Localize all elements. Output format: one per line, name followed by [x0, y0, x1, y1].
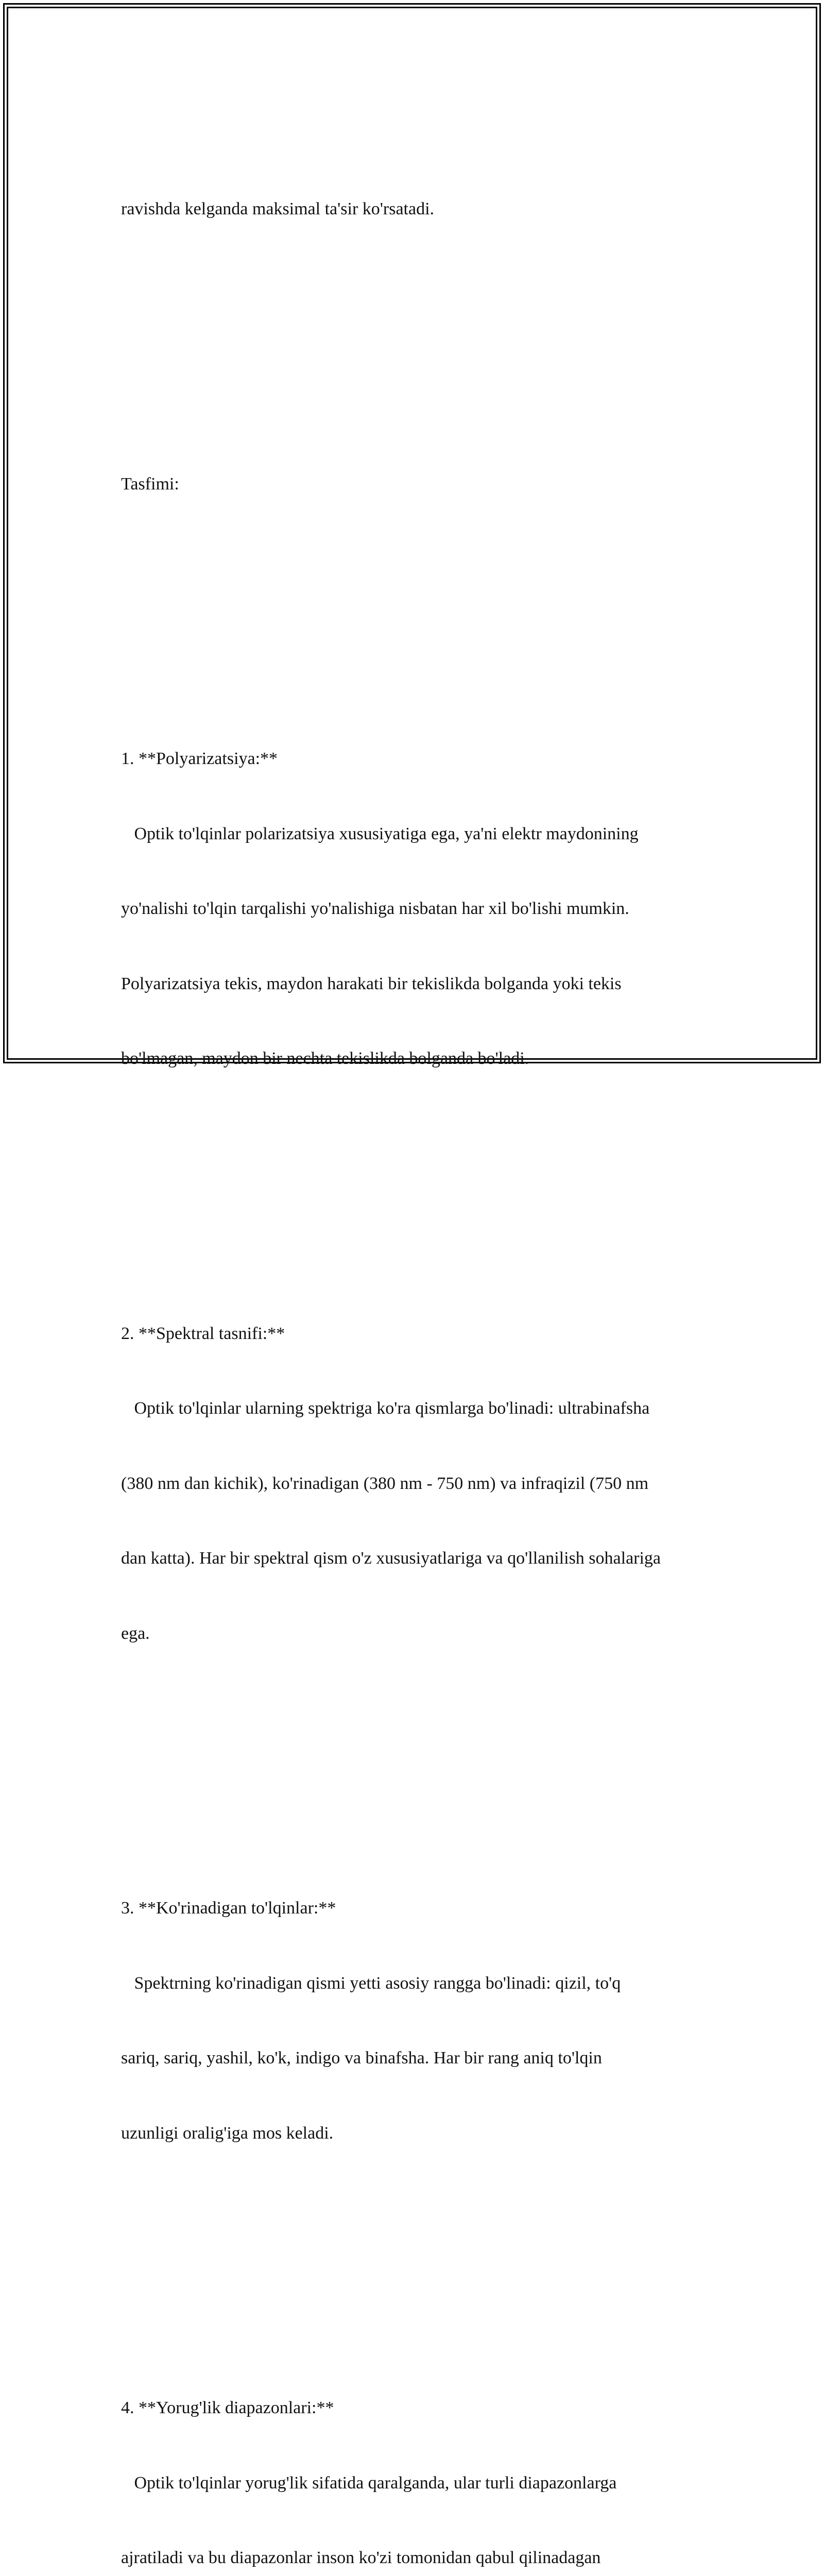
- text-line: dan katta). Har bir spektral qism o'z xususiyatlariga va qo'llanilish sohalariga: [121, 1549, 661, 1568]
- paragraph-gap: [121, 1746, 708, 1771]
- text-line: Optik to'lqinlar yorug'lik sifatida qaralganda, ular turli diapazonlarga: [121, 2473, 617, 2493]
- text-line: uzunligi oralig'iga mos keladi.: [121, 2123, 334, 2143]
- section-title: 2. **Spektral tasnifi:**: [121, 1324, 285, 1343]
- text-line: sariq, sariq, yashil, ko'k, indigo va binafsha. Har bir rang aniq to'lqin: [121, 2048, 602, 2067]
- text-line: yo'nalishi to'lqin tarqalishi yo'nalishiga nisbatan har xil bo'lishi mumkin.: [121, 899, 629, 918]
- text-line: Polyarizatsiya tekis, maydon harakati bir tekislikda bolganda yoki tekis: [121, 974, 622, 993]
- text-line: Optik to'lqinlar ularning spektriga ko'ra qismlarga bo'linadi: ultrabinafsha: [121, 1399, 650, 1418]
- section-spektral-tasnifi: [121, 1272, 708, 1697]
- paragraph-gap: [121, 597, 708, 622]
- section-polyarizatsiya: [121, 697, 708, 1122]
- section-korinadigan-tolqinlar: [121, 1846, 708, 2196]
- document-body: [121, 97, 708, 2576]
- text-line: Tasfimi:: [121, 474, 179, 494]
- text-line: Spektrning ko'rinadigan qismi yetti asosiy rangga bo'linadi: qizil, to'q: [121, 1973, 621, 1993]
- text-line: (380 nm dan kichik), ko'rinadigan (380 nm - 750 nm) va infraqizil (750 nm: [121, 1473, 649, 1493]
- paragraph-gap: [121, 1172, 708, 1197]
- text-line: ega.: [121, 1623, 150, 1643]
- paragraph-gap: [121, 2246, 708, 2271]
- paragraph-gap: [121, 322, 708, 347]
- section-title: 3. **Ko'rinadigan to'lqinlar:**: [121, 1899, 336, 1918]
- section-title: 4. **Yorug'lik diapazonlari:**: [121, 2398, 334, 2417]
- text-line: ajratiladi va bu diapazonlar inson ko'zi tomonidan qabul qilinadagan: [121, 2548, 601, 2567]
- subtitle-paragraph: [121, 422, 708, 547]
- text-line: ravishda kelganda maksimal ta'sir ko'rsatadi.: [121, 199, 435, 218]
- section-title: 1. **Polyarizatsiya:**: [121, 749, 278, 768]
- section-yoruglik-diapazonlari: [121, 2346, 708, 2576]
- intro-paragraph: [121, 147, 708, 272]
- text-line: bo'lmagan, maydon bir nechta tekislikda bolganda bo'ladi.: [121, 1049, 529, 1068]
- text-line: Optik to'lqinlar polarizatsiya xususiyatiga ega, ya'ni elektr maydonining: [121, 824, 639, 843]
